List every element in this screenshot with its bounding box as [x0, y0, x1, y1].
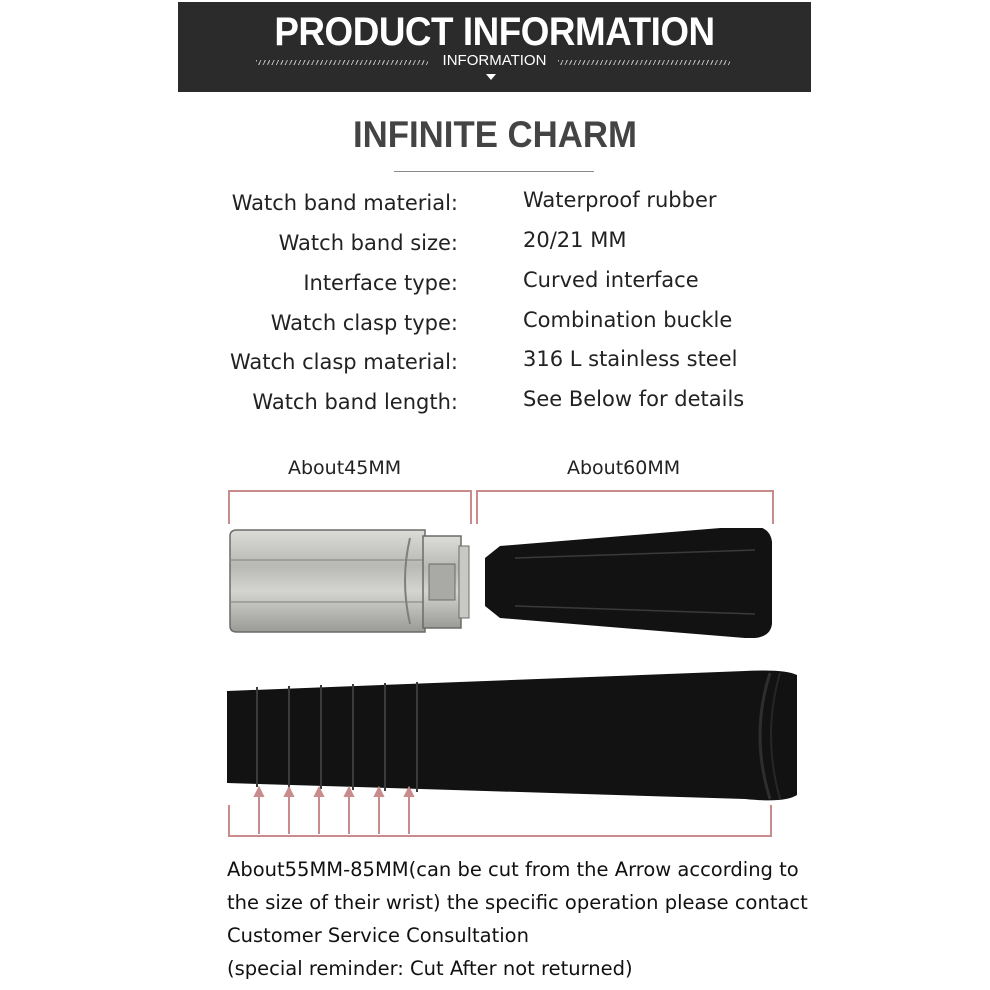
dimension-bracket-short-strap	[476, 490, 774, 524]
hatch-decoration-right	[558, 60, 730, 65]
arrow-up-icon	[255, 788, 263, 796]
arrow-up-icon	[315, 788, 323, 796]
spec-label-material: Watch band material:	[231, 191, 458, 215]
spec-value-clasp-material: 316 L stainless steel	[523, 347, 738, 371]
spec-value-length: See Below for details	[523, 387, 745, 411]
note-line-1: About55MM-85MM(can be cut from the Arrow according to	[227, 858, 799, 881]
note-line-3: Customer Service Consultation	[227, 924, 529, 947]
steel-clasp	[230, 530, 469, 632]
spec-label-clasp-material: Watch clasp material:	[230, 350, 458, 374]
spec-value-size: 20/21 MM	[523, 228, 627, 252]
length-note	[227, 853, 827, 985]
heading-divider	[394, 171, 594, 172]
banner-subtitle-row	[178, 52, 811, 72]
spec-label-size: Watch band size:	[278, 231, 458, 255]
section-heading: INFINITE CHARM	[352, 114, 638, 155]
arrow-up-icon	[345, 788, 353, 796]
arrow-up-icon	[375, 788, 383, 796]
clasp-and-short-strap-image	[225, 528, 775, 638]
spec-value-interface: Curved interface	[523, 268, 699, 292]
spec-label-clasp-type: Watch clasp type:	[270, 311, 458, 335]
arrow-up-icon	[405, 788, 413, 796]
cut-arrows	[228, 786, 438, 836]
note-line-4: (special reminder: Cut After not returned)	[227, 957, 633, 980]
arrow-up-icon	[285, 788, 293, 796]
caret-down-icon	[486, 74, 496, 80]
short-rubber-strap	[485, 528, 772, 638]
long-rubber-strap-image	[225, 665, 800, 805]
bracket-tick-left	[228, 805, 230, 837]
spec-label-length: Watch band length:	[252, 390, 458, 414]
note-line-2: the size of their wrist) the specific operation please contact	[227, 891, 808, 914]
dimension-label-clasp: About45MM	[288, 457, 402, 479]
dimension-label-short-strap: About60MM	[567, 457, 681, 479]
spec-value-material: Waterproof rubber	[523, 188, 717, 212]
bracket-tick-right	[770, 805, 772, 837]
length-bracket-baseline	[228, 835, 772, 837]
dimension-bracket-clasp	[228, 490, 472, 524]
spec-label-interface: Interface type:	[303, 271, 458, 295]
banner-title: PRODUCT INFORMATION	[274, 10, 715, 54]
spec-value-clasp-type: Combination buckle	[523, 308, 733, 332]
banner-subtitle: INFORMATION	[442, 52, 547, 69]
product-information-banner	[178, 2, 811, 92]
